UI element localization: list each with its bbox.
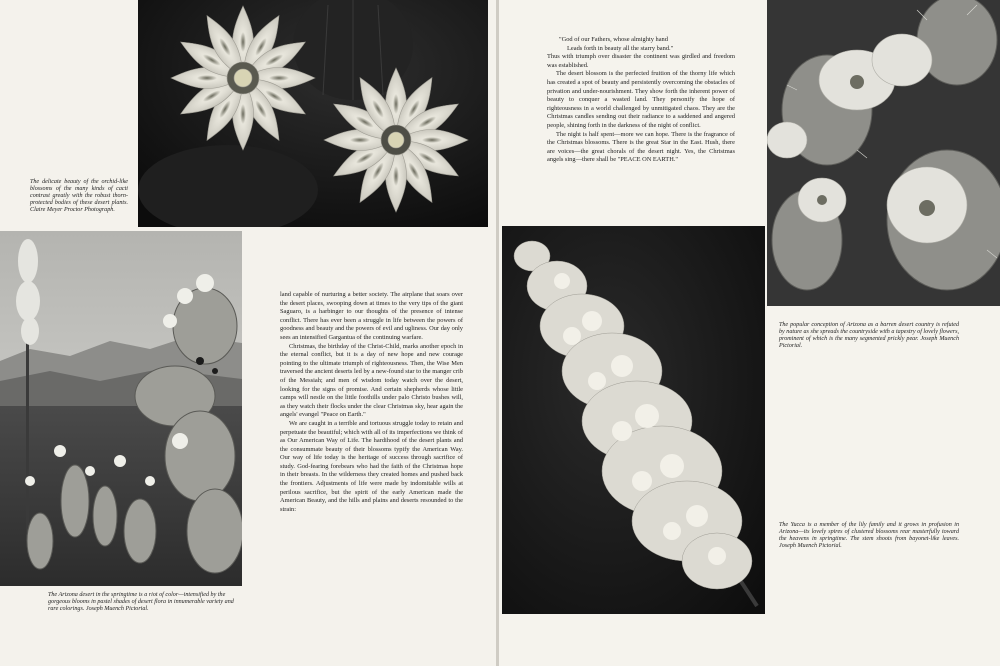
article-paragraph: We are caught in a terrible and tortuous struggle today to retain and perpetuate the beautiful; which with all of its imperfections we think of as Our American Way of Life. The hardihood of the desert plants and the consummate beauty of their blossoms typify the American Way. Our way of life today is the heritage of success through sacrifice of study. God-fearing forebears who had the faith of the Christmas hope in their breasts. In the wilderness they created homes and pushed back the frontiers. Adjustments of life were made by indomitable wills at perilous sacrifice, but the spirit of the early American made the American Beauty, and the hills and plains and deserts resounded to the strain: — [280, 419, 463, 513]
prickly-pear-caption: The popular conception of Arizona as a barren desert country is refuted by nature as she spreads the countryside with a tapestry of lovely flowers, prominent of which is the many segmented prickly pear. Joseph Muench Pictorial. — [779, 322, 959, 350]
cactus-photo-caption: The delicate beauty of the orchid-like blossoms of the many kinds of cacti contrast greatly with the robust thorn-protected bodies of these desert plants. Claire Meyer Proctor Photograph. — [30, 179, 128, 214]
hymn-line: Leads forth in beauty all the starry band." — [567, 44, 674, 52]
arizona-desert-photo — [0, 231, 242, 586]
article-body-column — [280, 291, 463, 514]
yucca-photo — [502, 226, 765, 614]
hymn-quote — [547, 36, 735, 53]
hymn-line: "God of our Fathers, whose almighty hand — [559, 36, 668, 43]
article-paragraph: The night is half spent—more we can hope. There is the fragrance of the Christmas blossoms. There is the great Star in the East. Hush, there are voices—the great chorals of the desert night. Yes, the Christmas angels sing—there shall be "PEACE ON EARTH." — [547, 130, 735, 164]
prickly-pear-photo — [767, 0, 1000, 306]
article-paragraph: land capable of nurturing a better society. The airplane that soars over the desert places, swooping down at times to the very tips of the giant Saguaro, is a harbinger to our thoughts of the presence of intense conflict. There has ever been a struggle in life between the powers of goodness and beauty and the powers of evil and ugliness. Our day only sees an intensified Gargantua of the continuing warfare. — [280, 291, 463, 341]
article-paragraph: Thus with triumph over disaster the continent was girdled and freedom was established. — [547, 53, 735, 69]
article-paragraph: Christmas, the birthday of the Christ-Child, marks another epoch in the eternal conflict, but it is a day of new hope and new courage pointing to the ultimate triumph of righteousness. Then, the Wise Men traversed the ancient deserts led by a new-found star to the manger crib of the Messiah; and men of wisdom today watch over the desert, looking for the signs of promise. And certain shepherds whose little camps will nestle on the little foothills under palo Christo bushes will, as they watch their flocks under the clear Christmas sky, hear again the angels' evangel "Peace on Earth." — [280, 342, 463, 419]
yucca-caption: The Yucca is a member of the lily family and it grows in profusion in Arizona—its lovely spires of clustered blossoms rear masterfully toward the heavens in springtime. The stem shoots from bayonet-like leaves. Joseph Muench Pictorial. — [779, 522, 959, 550]
arizona-photo-caption: The Arizona desert in the springtime is a riot of color—intensified by the gorgeous blooms in pastel shades of desert flora in innumerable variety and rare colorings. Joseph Muench Pictorial. — [48, 592, 234, 613]
left-page — [0, 0, 496, 666]
article-paragraph: The desert blossom is the perfected fruition of the thorny life which has created a spot of beauty and persistently overcoming the obstacles of privation and under-nourishment. They show forth the inherent power of beauty to conquer a wasted land. They personify the hope of righteousness in a world challenged by unmitigated chaos. They are the Christmas candles sending out their radiance to a saddened and angered people, shining forth in the darkness of the night of conflict. — [547, 70, 735, 129]
cactus-blossom-photo — [138, 0, 488, 227]
right-page — [499, 0, 1000, 666]
article-continuation-column — [547, 36, 735, 165]
